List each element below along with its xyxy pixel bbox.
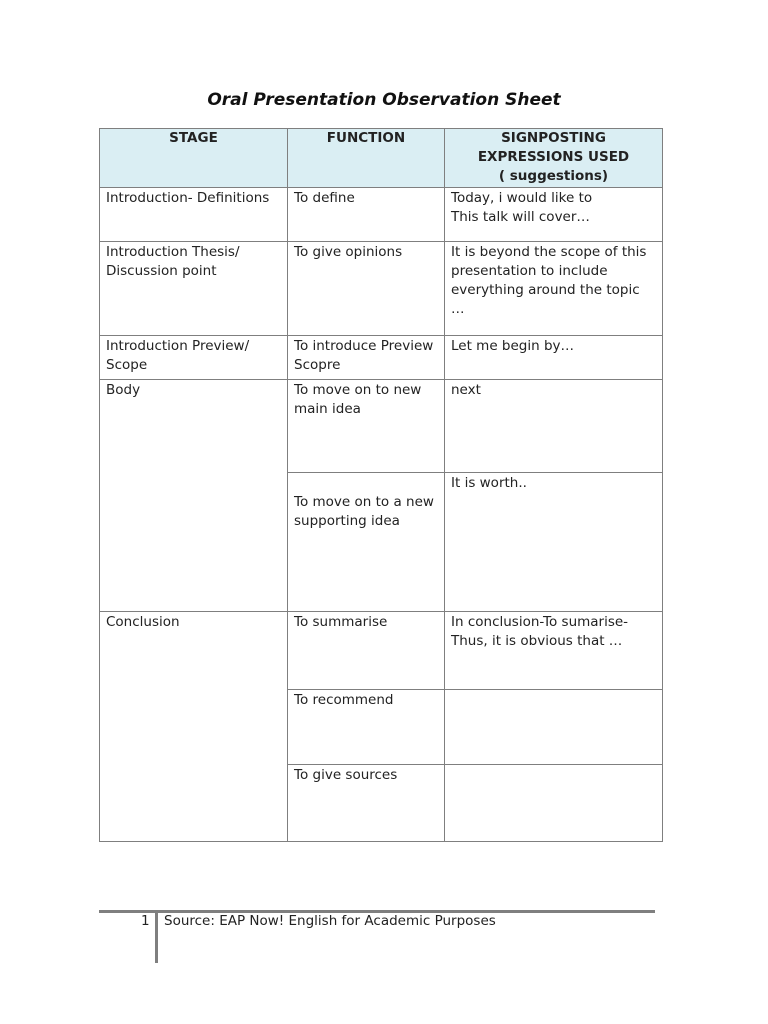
expressions-cell [445,765,663,842]
table-row [100,336,663,380]
expressions-cell: Today, i would like to This talk will cover… [445,188,663,242]
header-stage: STAGE [100,129,288,188]
stage-cell: Body [100,380,288,612]
stage-cell: Introduction- Definitions [100,188,288,242]
function-cell: To introduce Preview Scopre [288,336,445,380]
function-cell: To move on to a new supporting idea [288,473,445,612]
stage-cell: Conclusion [100,612,288,842]
expressions-cell: next [445,380,663,473]
expressions-cell [445,690,663,765]
page-title: Oral Presentation Observation Sheet [207,90,561,110]
page-number: 1 [141,913,150,929]
function-cell: To move on to new main idea [288,380,445,473]
header-signposting: SIGNPOSTING EXPRESSIONS USED ( suggestions) [445,129,663,188]
table-row [100,188,663,242]
table-row [100,612,663,690]
function-cell: To give sources [288,765,445,842]
header-function: FUNCTION [288,129,445,188]
table-row [100,242,663,336]
expressions-cell: It is worth.. [445,473,663,612]
expressions-cell: It is beyond the scope of this presentation to include everything around the topic … [445,242,663,336]
function-cell: To summarise [288,612,445,690]
header-row [100,129,663,188]
function-cell: To give opinions [288,242,445,336]
function-cell: To define [288,188,445,242]
stage-cell: Introduction Preview/ Scope [100,336,288,380]
expressions-cell: Let me begin by… [445,336,663,380]
stage-cell: Introduction Thesis/ Discussion point [100,242,288,336]
observation-table [99,128,663,842]
footer-vertical-divider [155,910,158,963]
expressions-cell: In conclusion-To sumarise- Thus, it is obvious that … [445,612,663,690]
function-cell: To recommend [288,690,445,765]
table-row [100,380,663,473]
footer-source: Source: EAP Now! English for Academic Purposes [164,913,496,929]
